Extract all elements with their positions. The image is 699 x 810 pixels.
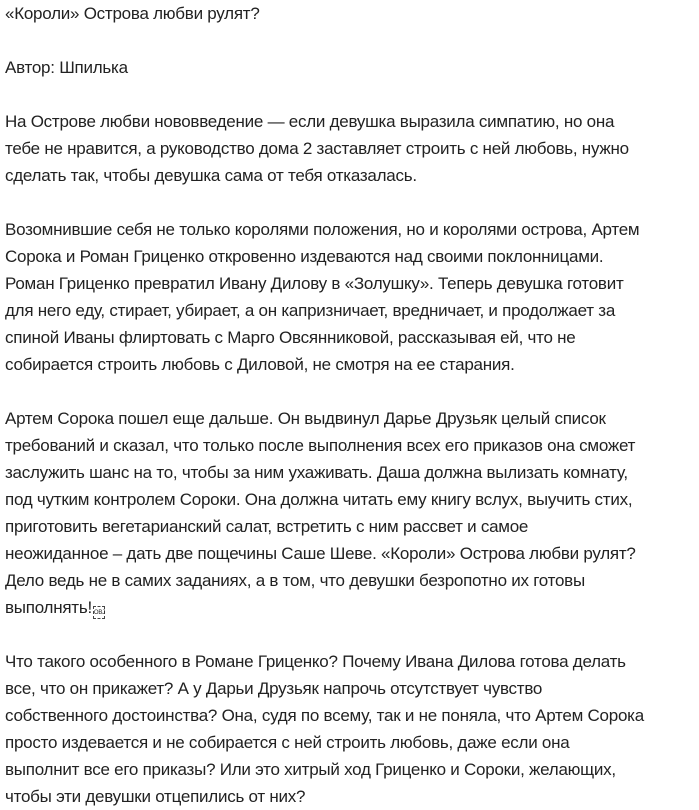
paragraph-line: заслужить шанс на то, чтобы за ним ухаживать. Даша должна вылизать комнату, (5, 463, 628, 482)
article-author (5, 54, 699, 81)
paragraph-line: спиной Иваны флиртовать с Марго Овсянниковой, рассказывая ей, что не (5, 328, 576, 347)
paragraph (5, 648, 699, 810)
article-title (5, 0, 699, 27)
paragraph (5, 405, 699, 621)
paragraph-line: требований и сказал, что только после выполнения всех его приказов она сможет (5, 436, 636, 455)
paragraph-line: приготовить вегетарианский салат, встретить с ним рассвет и самое (5, 517, 529, 536)
paragraph-line: выполнять! OBJ (5, 598, 105, 617)
paragraph-line: Роман Гриценко превратил Ивану Дилову в «Золушку». Теперь девушка готовит (5, 274, 624, 293)
paragraph-line: Возомнившие себя не только королями положения, но и королями острова, Артем (5, 220, 640, 239)
paragraph-line: под чутким контролем Сороки. Она должна читать ему книгу вслух, выучить стих, (5, 490, 633, 509)
paragraph (5, 108, 699, 189)
paragraph-line: неожиданное – дать две пощечины Саше Шеве. «Короли» Острова любви рулят? (5, 544, 636, 563)
title-text: «Короли» Острова любви рулят? (5, 4, 260, 23)
paragraph-line: Что такого особенного в Романе Гриценко? Почему Ивана Дилова готова делать (5, 652, 626, 671)
paragraph-line: выполнит все его приказы? Или это хитрый ход Гриценко и Сороки, желающих, (5, 760, 616, 779)
paragraph-line: тебе не нравится, а руководство дома 2 заставляет строить с ней любовь, нужно (5, 139, 629, 158)
paragraph-line: собственного достоинства? Она, судя по всему, так и не поняла, что Артем Сорока (5, 706, 644, 725)
paragraph-line: все, что он прикажет? А у Дарьи Друзьяк напрочь отсутствует чувство (5, 679, 543, 698)
paragraph-line: Сорока и Роман Гриценко откровенно издеваются над своими поклонницами. (5, 247, 604, 266)
paragraph-line: сделать так, чтобы девушка сама от тебя отказалась. (5, 166, 417, 185)
paragraph-line: для него еду, стирает, убирает, а он капризничает, вредничает, и продолжает за (5, 301, 616, 320)
paragraph-line: собирается строить любовь с Диловой, не смотря на ее старания. (5, 355, 515, 374)
object-placeholder-icon: OBJ (93, 606, 105, 619)
paragraph-line: На Острове любви нововведение — если девушка выразила симпатию, но она (5, 112, 615, 131)
paragraph-line: Артем Сорока пошел еще дальше. Он выдвинул Дарье Друзьяк целый список (5, 409, 606, 428)
paragraph-line: Дело ведь не в самих заданиях, а в том, что девушки безропотно их готовы (5, 571, 585, 590)
paragraph (5, 216, 699, 378)
paragraph-line: просто издевается и не собирается с ней строить любовь, даже если она (5, 733, 570, 752)
paragraph-line: чтобы эти девушки отцепились от них? (5, 787, 306, 806)
author-text: Автор: Шпилька (5, 58, 128, 77)
